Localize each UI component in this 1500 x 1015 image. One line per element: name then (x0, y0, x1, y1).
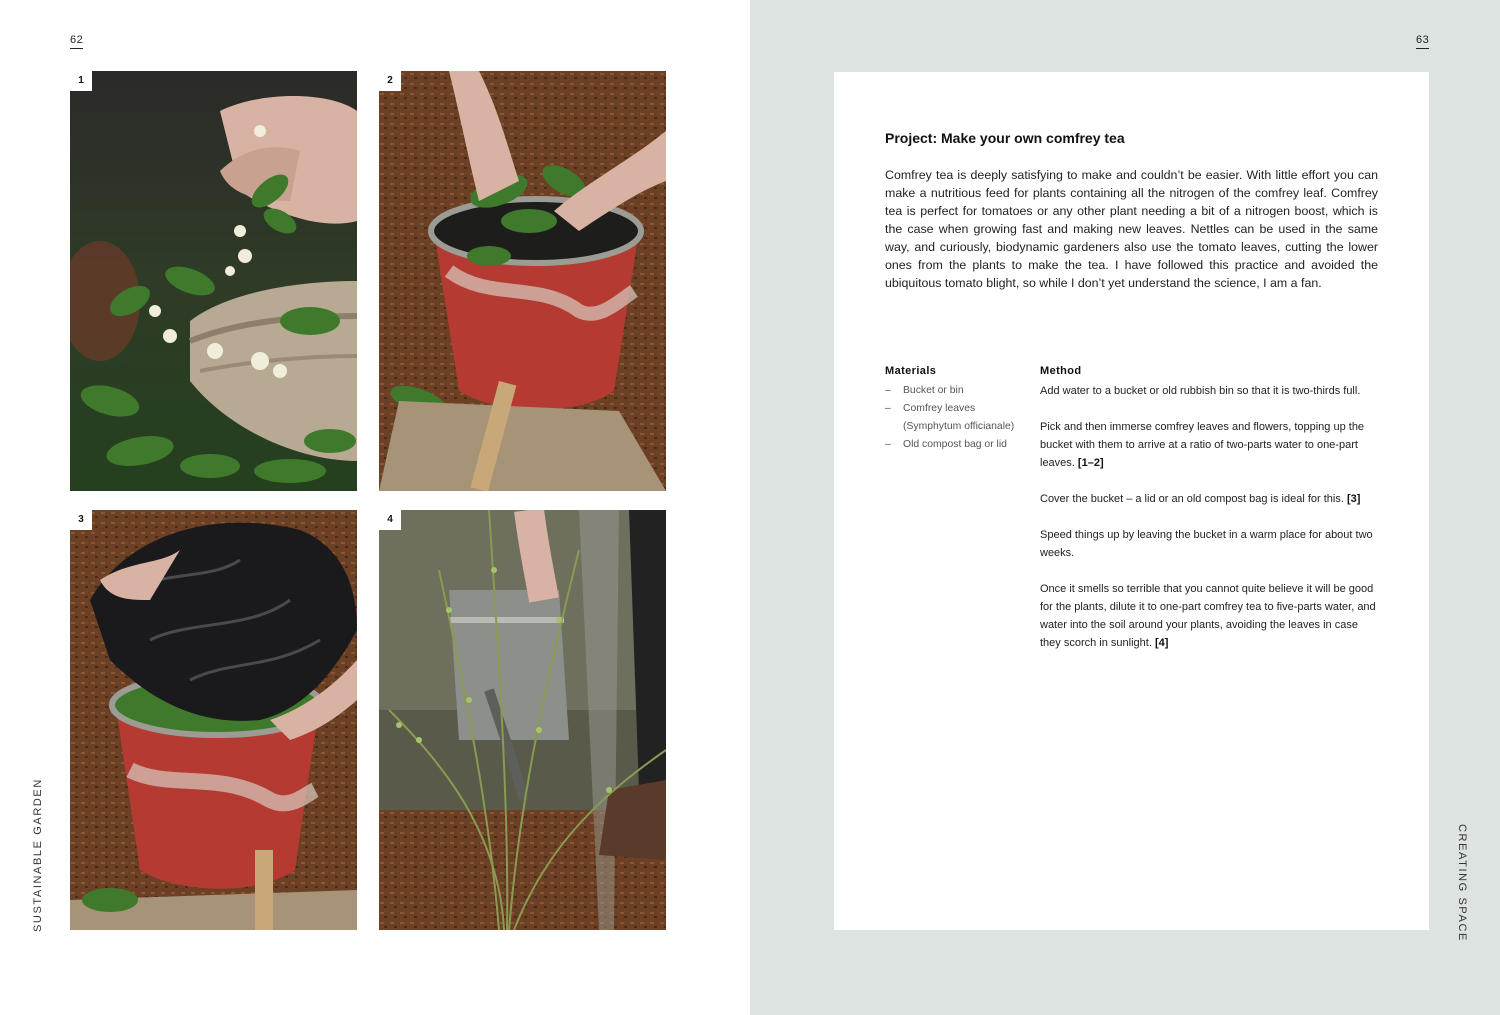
botanical-name: (Symphytum officianale) (903, 421, 1015, 432)
photo-4-watering-plant (379, 510, 666, 930)
method-step: Pick and then immerse comfrey leaves and flowers, topping up the bucket with them to arrive at a ratio of two-parts water to one-part leaves. [1–2] (1040, 421, 1365, 469)
method-heading: Method (1040, 365, 1082, 377)
photo-1-picking-comfrey (70, 71, 357, 491)
figure-reference: [1–2] (1077, 457, 1104, 469)
photo-number: 3 (70, 510, 92, 530)
project-title: Project: Make your own comfrey tea (885, 130, 1125, 146)
running-head-right: CREATING SPACE (1456, 824, 1468, 942)
materials-heading: Materials (885, 365, 937, 377)
photo-3-covering-bucket (70, 510, 357, 930)
method-step: Add water to a bucket or old rubbish bin so that it is two-thirds full. (1040, 385, 1361, 397)
photo-number: 4 (379, 510, 401, 530)
photo-number: 1 (70, 71, 92, 91)
list-item: – Comfrey leaves (Symphytum officianale) (885, 400, 1035, 436)
running-head-left: SUSTAINABLE GARDEN (32, 778, 44, 932)
materials-list (885, 382, 1035, 454)
project-intro: Comfrey tea is deeply satisfying to make and couldn’t be easier. With little effort you can make a nutritious feed for plants containing all the nitrogen of the comfrey leaf. Comfrey tea is perfect for tomatoes or any other plant needing a bit of a nitrogen boost, which is the case when growing fast and making new leaves. Nettles can be used in the same way, and curiously, biodynamic gardeners also use the tomato leaves, cutting the lower ones from the plants to make the tea. I have followed this practice and avoided the ubiquitous tomato blight, so while I don’t yet understand the science, I am a fan. (885, 168, 1378, 290)
page-number-left: 62 (70, 34, 83, 49)
photo-2-filling-bucket (379, 71, 666, 491)
method-step: Speed things up by leaving the bucket in a warm place for about two weeks. (1040, 529, 1373, 559)
photo-number: 2 (379, 71, 401, 91)
method-step: Once it smells so terrible that you cannot quite believe it will be good for the plants, dilute it to one-part comfrey tea to five-parts water, and water into the soil around your plants, avoiding the leaves in case they scorch in sunlight. [4] (1040, 583, 1376, 649)
figure-reference: [3] (1346, 493, 1361, 505)
list-item: – Bucket or bin (885, 385, 964, 396)
method-steps (1040, 382, 1378, 670)
method-step: Cover the bucket – a lid or an old compost bag is ideal for this. [3] (1040, 493, 1361, 505)
figure-reference: [4] (1154, 637, 1169, 649)
list-item: – Old compost bag or lid (885, 439, 1007, 450)
project-card (834, 72, 1429, 930)
page-number-right: 63 (1416, 34, 1429, 49)
